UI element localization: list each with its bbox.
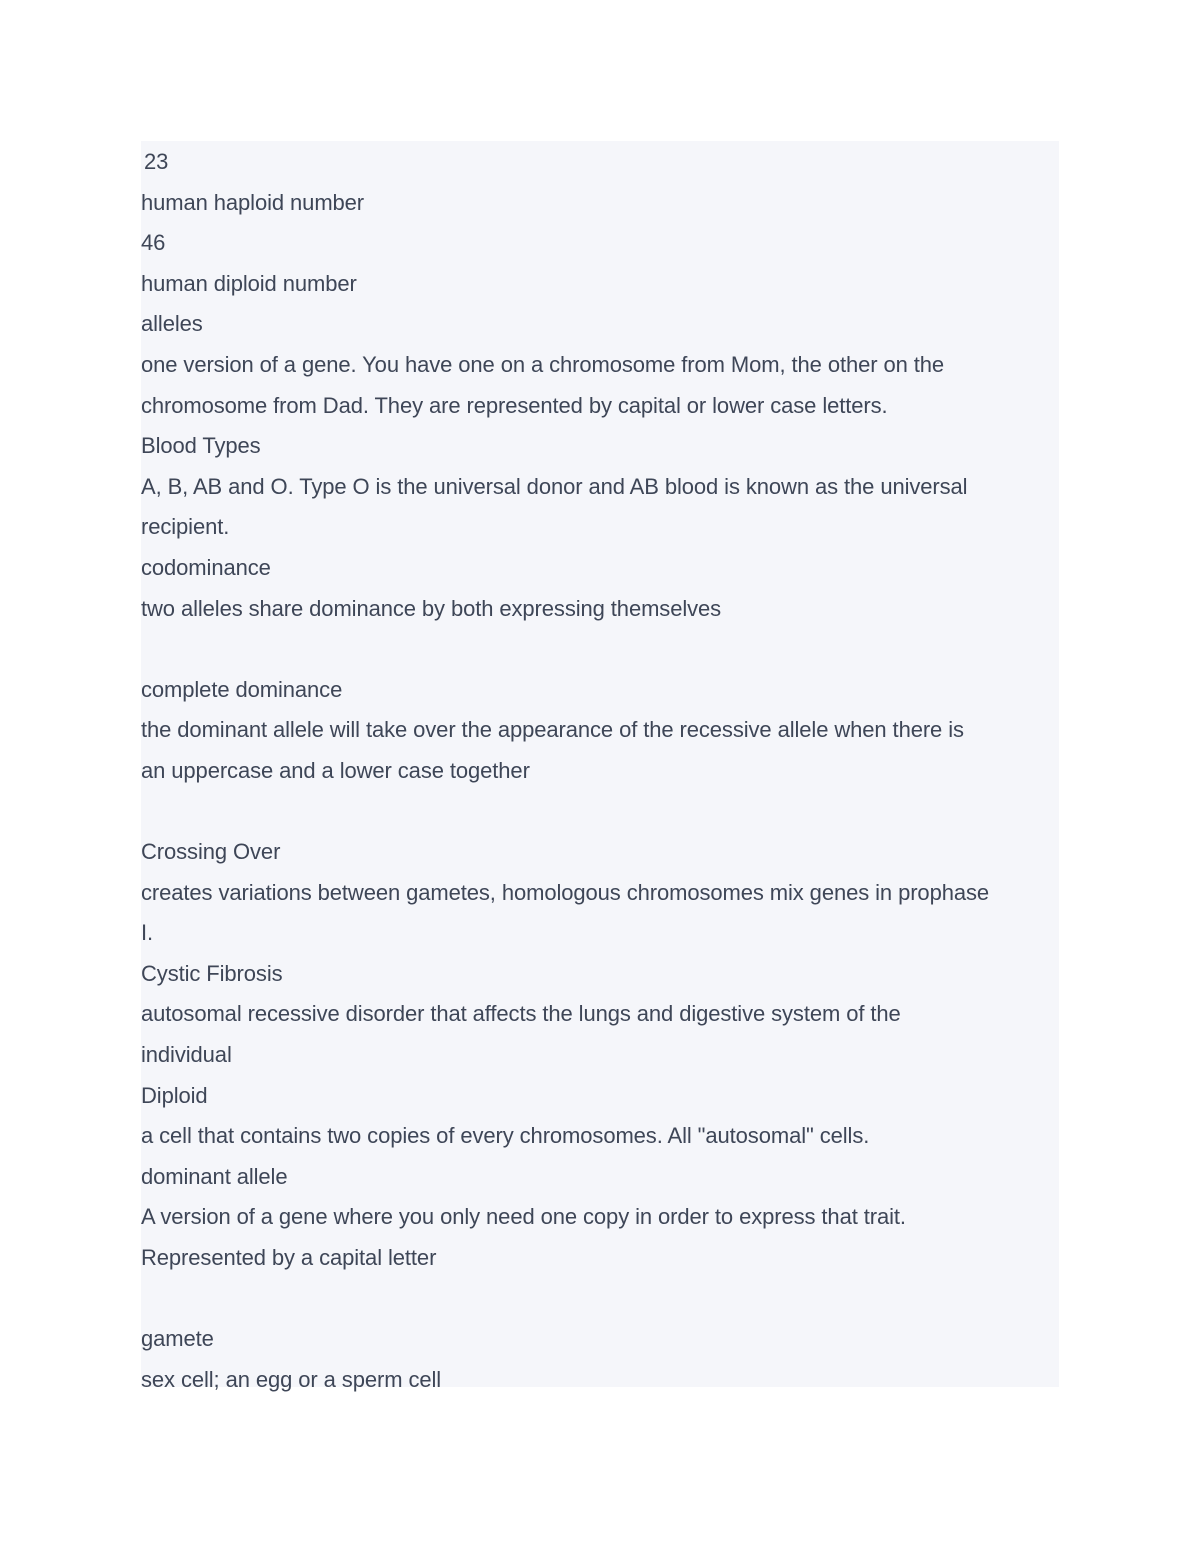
definition-line: human diploid number xyxy=(141,270,357,296)
definition-line: creates variations between gametes, homologous chromosomes mix genes in prophase xyxy=(141,879,990,905)
definition-line: A, B, AB and O. Type O is the universal donor and AB blood is known as the universal xyxy=(141,473,968,499)
definition-line: recipient. xyxy=(141,514,230,540)
definition-line: human haploid number xyxy=(141,189,365,215)
term-line: gamete xyxy=(141,1326,214,1352)
term-line: complete dominance xyxy=(141,676,343,702)
definition-line: chromosome from Dad. They are represented by capital or lower case letters. xyxy=(141,392,888,418)
term-line: codominance xyxy=(141,554,271,580)
term-line: 46 xyxy=(141,230,166,256)
blank-line xyxy=(141,792,1059,833)
flashcard-text-block xyxy=(141,141,1059,1392)
definition-line: one version of a gene. You have one on a chromosome from Mom, the other on the xyxy=(141,351,945,377)
term-line: 23 xyxy=(144,149,169,174)
term-line: Cystic Fibrosis xyxy=(141,960,283,986)
blank-line xyxy=(141,629,1059,670)
definition-line: two alleles share dominance by both expressing themselves xyxy=(141,595,722,621)
definition-line: sex cell; an egg or a sperm cell xyxy=(141,1366,442,1392)
definition-line: individual xyxy=(141,1042,232,1068)
term-line: dominant allele xyxy=(141,1163,288,1189)
definition-line: A version of a gene where you only need one copy in order to express that trait. xyxy=(141,1204,906,1230)
blank-line xyxy=(141,1279,1059,1320)
definition-line: autosomal recessive disorder that affects the lungs and digestive system of the xyxy=(141,1001,901,1027)
term-line: Blood Types xyxy=(141,433,261,459)
definition-line: a cell that contains two copies of every chromosomes. All "autosomal" cells. xyxy=(141,1123,870,1149)
term-line: alleles xyxy=(141,311,203,337)
definition-line: the dominant allele will take over the appearance of the recessive allele when there is xyxy=(141,717,964,743)
definition-line: an uppercase and a lower case together xyxy=(141,757,530,783)
term-line: Diploid xyxy=(141,1082,208,1108)
definition-line: I. xyxy=(141,920,154,946)
definition-line: Represented by a capital letter xyxy=(141,1245,437,1271)
term-line: Crossing Over xyxy=(141,839,281,865)
